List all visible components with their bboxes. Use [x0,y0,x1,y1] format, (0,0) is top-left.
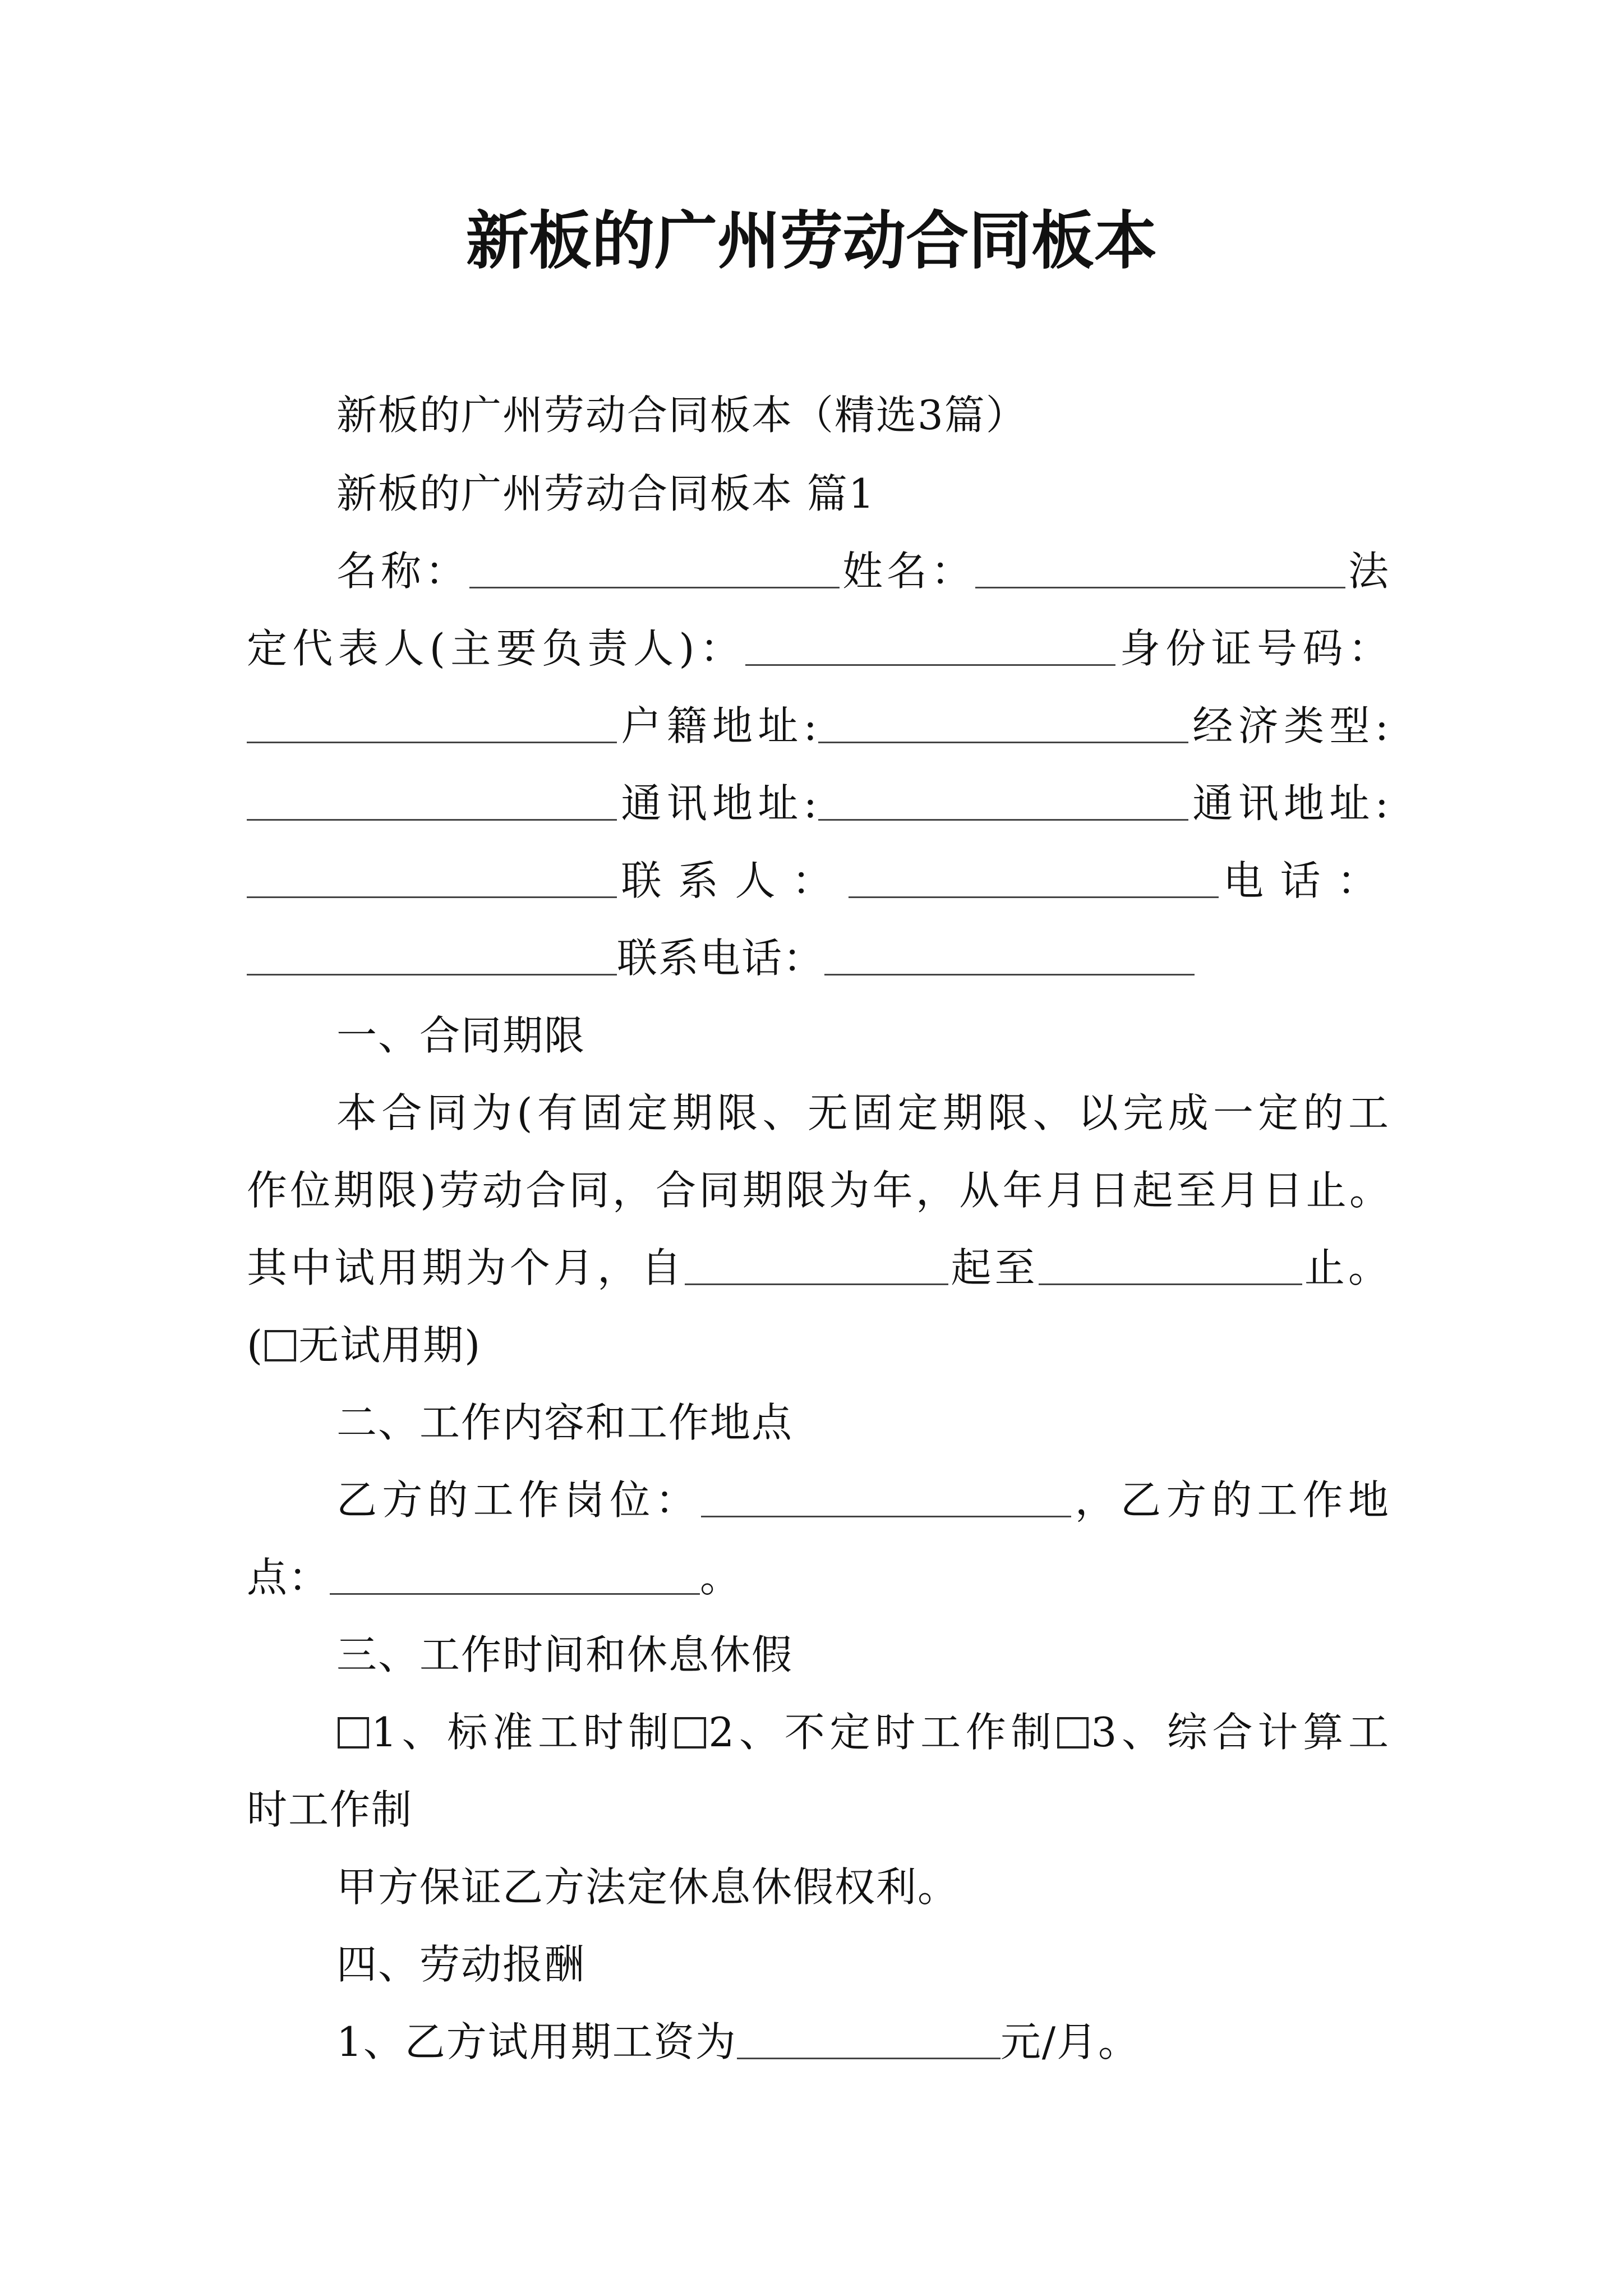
probation-start-blank[interactable] [685,1243,948,1285]
mail-address-label-1: 通讯地址: [617,780,818,827]
probation-end-blank[interactable] [1039,1243,1302,1285]
section-3-heading: 三、工作时间和休息休假 [336,1631,794,1678]
section-4-heading: 四、劳动报酬 [336,1941,586,1988]
section-2-line-2 [247,1549,741,1605]
contact-person-blank[interactable] [849,856,1219,898]
section-1-line-1: 本合同为(有固定期限、无固定期限、以完成一定的工 [336,1089,1390,1137]
household-address-label: 户籍地址: [617,702,818,749]
economic-type-label: 经济类型: [1188,702,1390,749]
paren-open: ( [247,1322,264,1369]
work-location-blank[interactable] [330,1553,700,1595]
contact-phone-blank[interactable] [824,933,1195,976]
person-name-label: 姓名： [839,547,975,595]
section-3-line-3: 甲方保证乙方法定休息休假权利。 [336,1864,960,1911]
probation-to-label: 起至 [948,1244,1039,1291]
section-3-line-2: 时工作制 [247,1786,413,1833]
section-2-line-1 [336,1472,1390,1528]
document-subtitle: 新板的广州劳动合同板本（精选3篇） [336,392,1027,439]
period: 。 [700,1554,742,1601]
section-1-line-3 [247,1240,1390,1296]
comprehensive-hours-label: 3、综合计算工 [1091,1709,1390,1756]
form-line-6 [247,930,1195,986]
no-probation-label: 无试用期) [298,1322,482,1369]
legal-rep-blank[interactable] [745,624,1115,666]
name-blank[interactable] [469,546,840,588]
section-2-heading: 二、工作内容和工作地点 [336,1399,794,1446]
legal-rep-label: 定代表人(主要负责人)： [247,625,746,672]
no-probation-checkbox[interactable] [265,1330,296,1361]
mail-address-blank-2[interactable] [247,856,617,898]
contact-person-label: 联系人： [617,857,849,904]
work-location-label: ，乙方的工作地 [1071,1476,1390,1524]
part-heading: 新板的广州劳动合同板本 篇1 [336,470,875,517]
household-address-blank[interactable] [818,701,1188,743]
probation-salary-blank[interactable] [737,2017,1000,2059]
section-1-line-4 [247,1317,481,1373]
section-1-heading: 一、合同期限 [336,1012,586,1059]
job-position-blank[interactable] [701,1475,1071,1517]
form-line-1 [336,543,1390,599]
job-position-label: 乙方的工作岗位： [336,1476,701,1524]
person-name-blank[interactable] [975,546,1345,588]
section-4-line-1 [336,2014,1140,2070]
economic-type-blank[interactable] [247,779,617,821]
form-line-2 [247,620,1390,677]
flexible-hours-checkbox[interactable] [675,1717,706,1749]
legal-rep-label-start: 法 [1345,547,1390,595]
standard-hours-label: 1、标准工时制 [371,1709,674,1756]
flexible-hours-label: 2、不定时工作制 [708,1709,1057,1756]
form-line-5 [247,853,1390,909]
probation-label: 其中试用期为个月，自 [247,1244,685,1291]
id-number-label: 身份证号码： [1115,625,1390,672]
standard-hours-checkbox[interactable] [338,1717,369,1749]
contact-phone-label: 联系电话： [617,935,825,982]
salary-unit-label: 元/月。 [1000,2018,1140,2065]
section-3-line-1 [336,1704,1390,1760]
comprehensive-hours-checkbox[interactable] [1057,1717,1089,1749]
phone-label: 电话： [1219,857,1390,904]
phone-blank[interactable] [247,933,617,976]
probation-end-label: 止。 [1302,1244,1390,1291]
mail-address-label-2: 通讯地址: [1188,780,1390,827]
form-line-4 [247,775,1390,831]
document-title: 新板的广州劳动合同板本 [466,205,1157,278]
work-location-label-end: 点： [247,1554,330,1601]
name-label: 名称： [336,547,469,595]
form-line-3 [247,698,1390,754]
probation-salary-label: 1、乙方试用期工资为 [336,2018,737,2065]
mail-address-blank-1[interactable] [818,779,1188,821]
section-1-line-2: 作位期限)劳动合同，合同期限为年，从年月日起至月日止。 [247,1167,1390,1214]
id-number-blank[interactable] [247,701,617,743]
